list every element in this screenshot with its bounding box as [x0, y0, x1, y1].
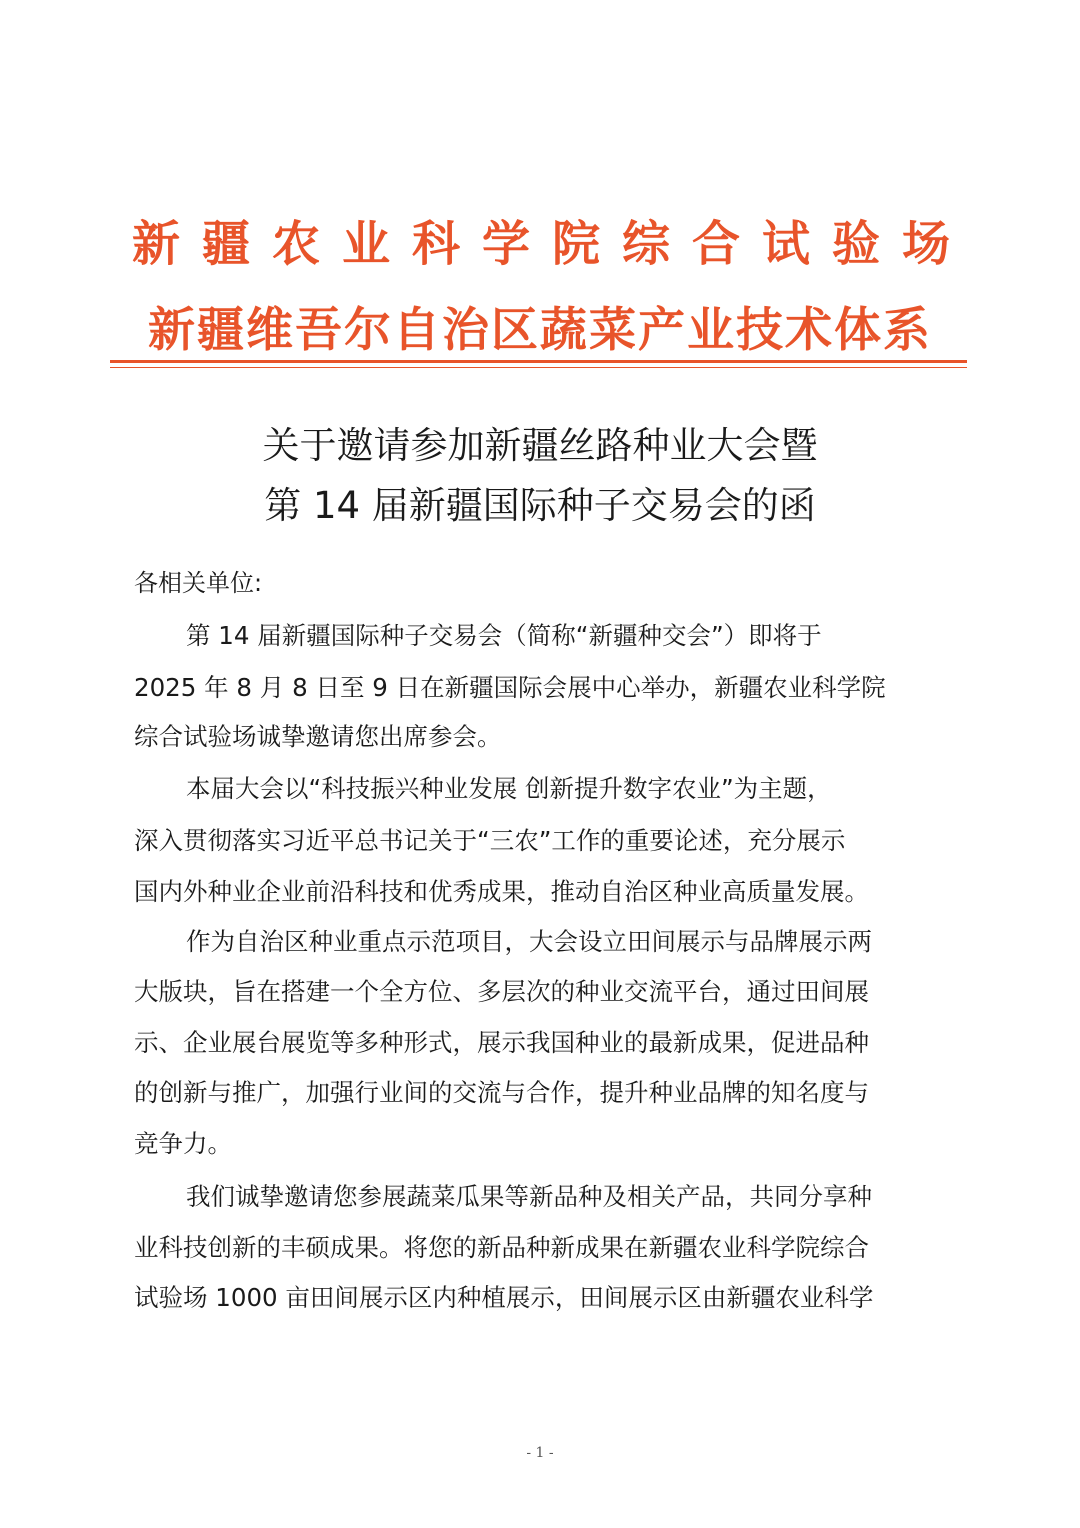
page-number: - 1 -: [526, 1445, 554, 1461]
body-line: 竞争力。: [134, 1129, 232, 1158]
letterhead-line-1: 新疆农业科学院综合试验场: [132, 216, 973, 272]
body-line: 第 14 届新疆国际种子交易会（简称“新疆种交会”）即将于: [186, 621, 822, 650]
body-line: 的创新与推广，加强行业间的交流与合作，提升种业品牌的知名度与: [134, 1078, 869, 1107]
salutation: 各相关单位:: [134, 569, 263, 597]
body-line: 我们诚挚邀请您参展蔬菜瓜果等新品种及相关产品，共同分享种: [186, 1182, 872, 1211]
body-line: 本届大会以“科技振兴种业发展 创新提升数字农业”为主题，: [186, 774, 832, 803]
body-line: 示、企业展台展览等多种形式，展示我国种业的最新成果，促进品种: [134, 1028, 869, 1057]
body-line: 作为自治区种业重点示范项目，大会设立田间展示与品牌展示两: [186, 927, 872, 956]
body-line: 2025 年 8 月 8 日至 9 日在新疆国际会展中心举办，新疆农业科学院: [134, 673, 886, 702]
letterhead-divider-thin: [110, 367, 967, 368]
letterhead-line-2: 新疆维吾尔自治区蔬菜产业技术体系: [148, 303, 932, 358]
body-line: 深入贯彻落实习近平总书记关于“三农”工作的重要论述，充分展示: [134, 826, 846, 855]
body-line: 综合试验场诚挚邀请您出席参会。: [134, 722, 502, 751]
body-line: 业科技创新的丰硕成果。将您的新品种新成果在新疆农业科学院综合: [134, 1233, 869, 1262]
body-line: 国内外种业企业前沿科技和优秀成果，推动自治区种业高质量发展。: [134, 877, 869, 906]
body-line: 大版块，旨在搭建一个全方位、多层次的种业交流平台，通过田间展: [134, 977, 869, 1006]
document-title-line-2: 第 14 届新疆国际种子交易会的函: [264, 484, 816, 527]
document-title-line-1: 关于邀请参加新疆丝路种业大会暨: [262, 424, 818, 467]
body-line: 试验场 1000 亩田间展示区内种植展示，田间展示区由新疆农业科学: [134, 1283, 874, 1312]
letterhead-divider-thick: [110, 360, 967, 363]
